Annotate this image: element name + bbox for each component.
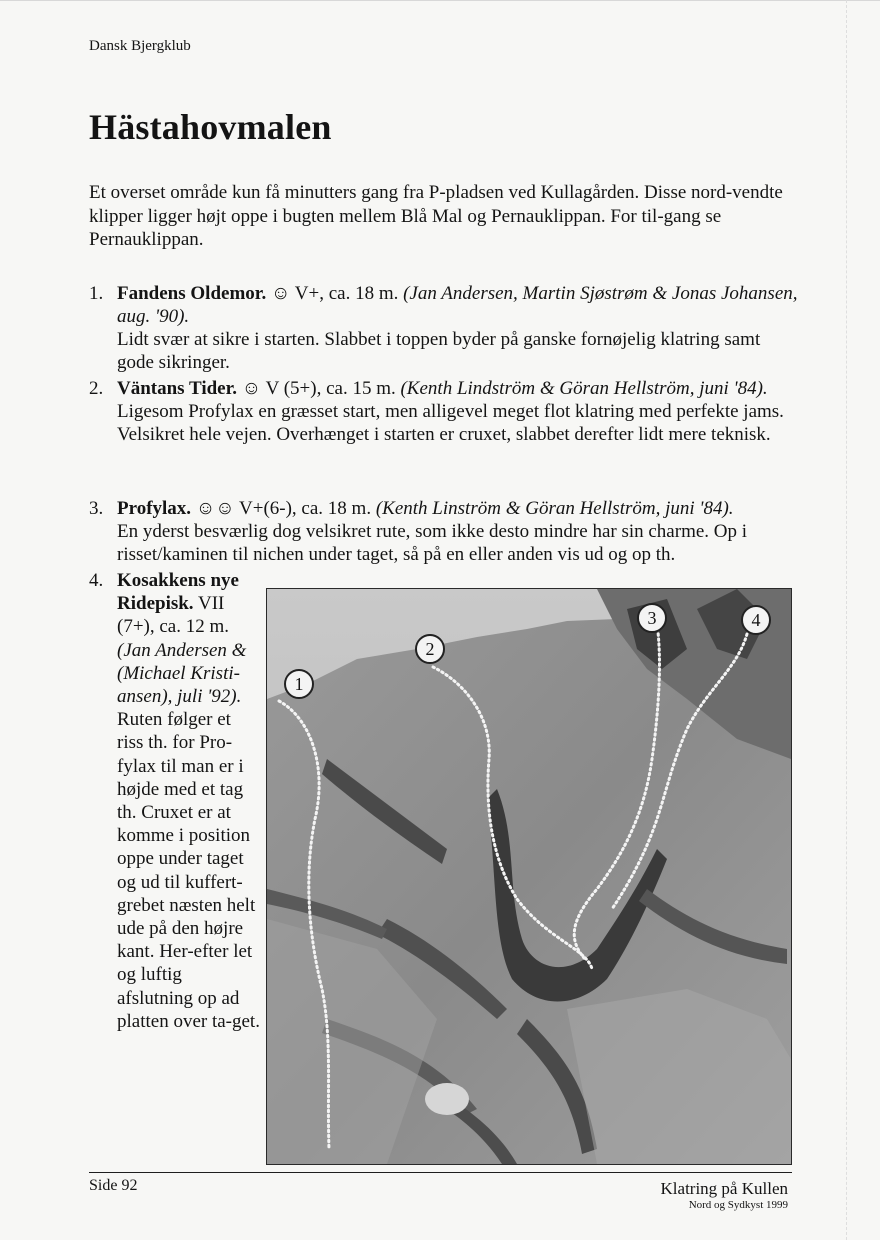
route-credit: (Jan Andersen, Martin Sjøstrøm & Jonas Johansen, aug. '90). (117, 283, 798, 327)
route-description: Ruten følger et riss th. for Pro-fylax til man er i højde med et tag th. Cruxet er at komme i position oppe under taget og ud til kuffert-grebet næsten helt ude på den højre kant. Her-efter let og luftig afslutning op ad platten over ta-get. (117, 709, 260, 1032)
route-name: Kosakkens nye Ridepisk. (117, 570, 239, 615)
route-marker-3: 3 (637, 603, 667, 633)
footer-book-subtitle: Nord og Sydkyst 1999 (688, 1199, 788, 1211)
route-number: 3. (89, 498, 104, 519)
route-marker-4: 4 (741, 605, 771, 635)
topo-photo-image (267, 589, 791, 1164)
route-rating: ☺ V (5+), ca. 15 m. (241, 378, 396, 399)
route-rating: ☺ V+, ca. 18 m. (270, 283, 399, 304)
page-right-edge (846, 0, 847, 1240)
route-name: Fandens Oldemor. (117, 283, 267, 304)
route-name: Väntans Tider. (117, 378, 238, 399)
route-number: 1. (89, 283, 104, 304)
intro-paragraph: Et overset område kun få minutters gang fra P-pladsen ved Kullagården. Disse nord-vendte klipper ligger højt oppe i bugten mellem Blå Mal og Pernauklippan. For til-gang se Pernauklippan. (89, 182, 783, 250)
route-credit: (Kenth Linström & Göran Hellström, juni '84). (375, 498, 734, 519)
route-marker-1: 1 (284, 669, 314, 699)
route-rating: ☺☺ V+(6-), ca. 18 m. (195, 498, 372, 519)
route-name: Profylax. (117, 498, 192, 519)
topo-photo (266, 588, 792, 1165)
page-top-edge (0, 0, 880, 1)
footer-rule (89, 1172, 792, 1173)
route-rating: VII (7+), ca. 12 m. (117, 593, 230, 638)
route-credit: (Kenth Lindström & Göran Hellström, juni '84). (400, 378, 768, 399)
route-entry-3 (89, 497, 799, 566)
running-header: Dansk Bjergklub (89, 38, 191, 54)
route-description: Ligesom Profylax en græsset start, men alligevel meget flot klatring med perfekte jams. Velsikret hele vejen. Overhænget i starten er cruxet, slabbet derefter lidt mere teknisk. (117, 401, 784, 445)
route-marker-2: 2 (415, 634, 445, 664)
route-number: 4. (89, 570, 104, 591)
route-description: Lidt svær at sikre i starten. Slabbet i toppen byder på ganske fornøjelig klatring samt gode sikringer. (117, 329, 761, 373)
route-description: En yderst besværlig dog velsikret rute, som ikke desto mindre har sin charme. Op i risset/kaminen til nichen under taget, så på en eller anden vis ud og op th. (117, 521, 748, 565)
route-entry-4 (89, 569, 264, 1033)
footer-book-title: Klatring på Kullen (660, 1179, 788, 1198)
route-number: 2. (89, 378, 104, 399)
page-number: Side 92 (89, 1177, 138, 1194)
page-title: Hästahovmalen (89, 107, 332, 147)
route-entry-2 (89, 377, 799, 446)
route-entry-1 (89, 282, 799, 374)
route-credit: (Jan Andersen & (Michael Kristi-ansen), juli '92). (117, 639, 247, 708)
